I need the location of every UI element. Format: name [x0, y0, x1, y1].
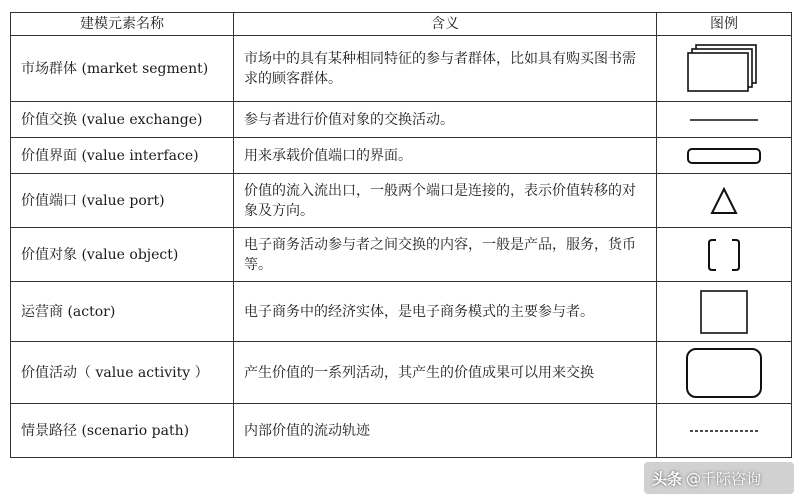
header-meaning: 含义: [234, 13, 657, 36]
header-legend: 图例: [657, 13, 792, 36]
table-row: [11, 282, 792, 342]
row-name: 价值界面 (value interface): [11, 138, 234, 174]
watermark-handle: @千际咨询: [686, 469, 762, 488]
row-name: 价值交换 (value exchange): [11, 102, 234, 138]
row-meaning: 产生价值的一系列活动，其产生的价值成果可以用来交换: [234, 342, 657, 404]
row-meaning: 电子商务活动参与者之间交换的内容，一般是产品，服务，货币等。: [234, 228, 657, 282]
element-table: [10, 12, 792, 458]
watermark: [644, 458, 800, 498]
watermark-prefix: 头条: [652, 469, 683, 488]
legend-cell: [657, 138, 792, 174]
row-name: 市场群体 (market segment): [11, 36, 234, 102]
row-name: 情景路径 (scenario path): [11, 404, 234, 458]
row-meaning: 市场中的具有某种相同特征的参与者群体，比如具有购买图书需求的顾客群体。: [234, 36, 657, 102]
row-name: 价值活动（ value activity ）: [11, 342, 234, 404]
triangle-icon: [709, 186, 739, 216]
brackets-icon: [704, 237, 744, 273]
legend-cell: [657, 228, 792, 282]
table-row: [11, 102, 792, 138]
table-row: [11, 138, 792, 174]
header-name: 建模元素名称: [11, 13, 234, 36]
row-name: 价值对象 (value object): [11, 228, 234, 282]
rounded-rectangle-icon: [684, 346, 764, 400]
table-row: [11, 404, 792, 458]
row-meaning: 价值的流入流出口，一般两个端口是连接的，表示价值转移的对象及方向。: [234, 174, 657, 228]
stacked-rectangles-icon: [684, 41, 764, 97]
legend-cell: [657, 174, 792, 228]
row-meaning: 内部价值的流动轨迹: [234, 404, 657, 458]
row-name: 运营商 (actor): [11, 282, 234, 342]
rounded-bar-icon: [684, 146, 764, 166]
legend-cell: [657, 36, 792, 102]
horizontal-line-icon: [684, 115, 764, 125]
legend-cell: [657, 102, 792, 138]
table-row: [11, 342, 792, 404]
row-name: 价值端口 (value port): [11, 174, 234, 228]
table-row: [11, 174, 792, 228]
row-meaning: 用来承载价值端口的界面。: [234, 138, 657, 174]
row-meaning: 电子商务中的经济实体，是电子商务模式的主要参与者。: [234, 282, 657, 342]
table-row: [11, 228, 792, 282]
legend-cell: [657, 282, 792, 342]
legend-cell: [657, 404, 792, 458]
row-meaning: 参与者进行价值对象的交换活动。: [234, 102, 657, 138]
square-icon: [698, 288, 750, 336]
table-row: [11, 36, 792, 102]
legend-cell: [657, 342, 792, 404]
dashed-line-icon: [684, 426, 764, 436]
table-header-row: [11, 13, 792, 36]
